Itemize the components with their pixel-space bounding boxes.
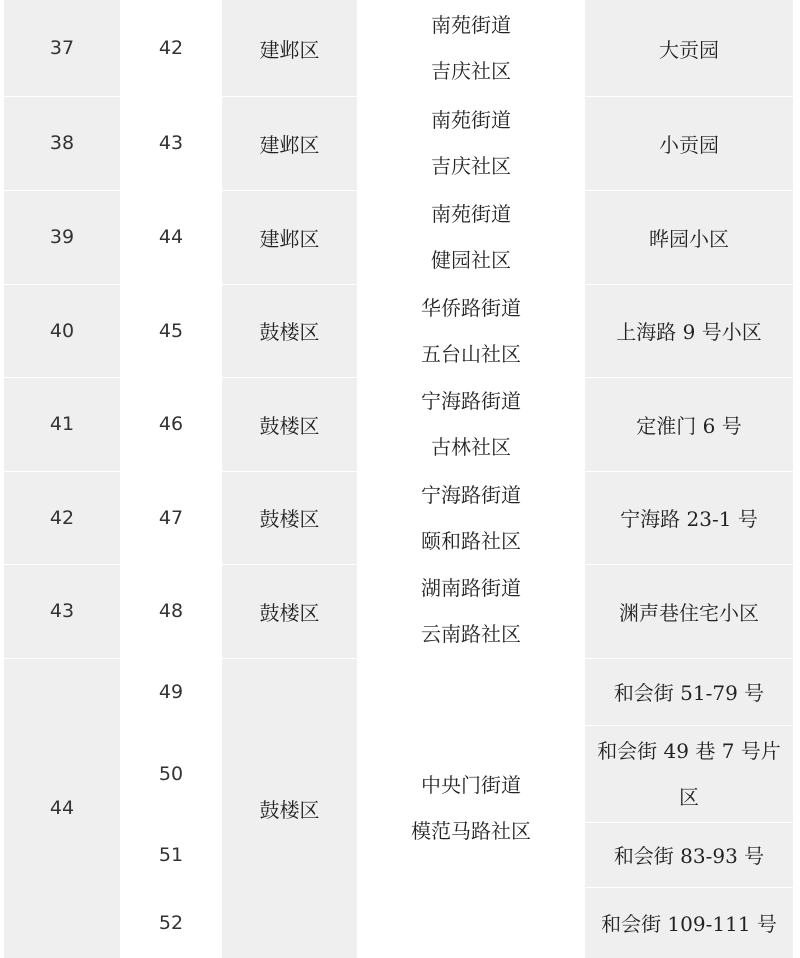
community-label: 古林社区 <box>431 435 511 459</box>
table-cell-district: 鼓楼区 <box>259 413 320 438</box>
community-label: 模范马路社区 <box>411 819 531 843</box>
table-cell-seq: 37 <box>49 37 75 59</box>
table-cell-no: 52 <box>158 911 184 934</box>
street-label: 南苑街道 <box>431 202 511 226</box>
table-cell-seq-merged: 44 <box>49 797 75 819</box>
community-label: 颐和路社区 <box>421 528 521 553</box>
street-label: 中央门街道 <box>421 773 521 797</box>
table-cell-no: 44 <box>158 226 184 248</box>
table-cell-location: 和会街 51-79 号 <box>613 681 765 705</box>
table-cell-seq: 43 <box>49 600 75 622</box>
community-label: 云南路社区 <box>421 622 521 646</box>
table-cell-seq: 40 <box>49 319 75 342</box>
table-cell-location: 和会街 109-111 号 <box>601 912 777 936</box>
table-cell-no: 50 <box>158 762 184 785</box>
table-cell-street-community <box>357 284 585 377</box>
table-cell-seq: 41 <box>49 413 75 435</box>
table-cell-district: 鼓楼区 <box>259 320 320 344</box>
table-cell-location: 晔园小区 <box>649 226 729 251</box>
table-cell-location: 上海路 9 号小区 <box>616 320 762 344</box>
table-cell-seq: 39 <box>49 226 75 248</box>
table-cell-location: 大贡园 <box>659 37 719 62</box>
community-label: 健园社区 <box>431 248 511 272</box>
table-cell-street-community <box>357 564 585 658</box>
table-cell-no: 45 <box>158 319 184 342</box>
table-cell-street-community <box>357 96 585 190</box>
table-cell-no: 47 <box>158 506 184 529</box>
table-cell-street-community-merged <box>357 658 585 958</box>
location-line-1: 和会街 49 巷 7 号片 <box>597 738 781 763</box>
table-cell-location: 定淮门 6 号 <box>636 413 742 438</box>
table-cell-street-community <box>357 0 585 96</box>
community-label: 五台山社区 <box>421 341 521 366</box>
table-cell-street-community <box>357 377 585 471</box>
street-label: 宁海路街道 <box>421 482 521 507</box>
table-cell-seq: 38 <box>49 132 75 154</box>
table-cell-no: 49 <box>158 680 184 703</box>
table-cell-no: 48 <box>158 600 184 622</box>
table-cell-district: 鼓楼区 <box>259 600 320 625</box>
community-label: 吉庆社区 <box>431 154 511 178</box>
table-cell-district: 建邺区 <box>259 37 320 62</box>
community-label: 吉庆社区 <box>431 59 511 83</box>
table-cell-no: 43 <box>158 132 184 154</box>
table-cell-district: 建邺区 <box>259 132 320 157</box>
table-cell-street-community <box>357 190 585 284</box>
table-cell-district: 鼓楼区 <box>259 507 320 531</box>
table-cell-district: 建邺区 <box>259 226 320 251</box>
street-label: 宁海路街道 <box>421 389 521 413</box>
table-cell-no: 51 <box>158 843 184 866</box>
table-cell-location: 渊声巷住宅小区 <box>619 600 759 625</box>
table-cell-location: 小贡园 <box>659 132 719 157</box>
street-label: 华侨路街道 <box>421 295 521 320</box>
table-cell-seq: 42 <box>49 506 75 529</box>
table-cell-location: 宁海路 23-1 号 <box>620 507 758 531</box>
table-cell-street-community <box>357 471 585 564</box>
street-label: 湖南路街道 <box>421 576 521 600</box>
street-label: 南苑街道 <box>431 13 511 37</box>
table-cell-no: 46 <box>158 413 184 435</box>
table-cell-district-merged: 鼓楼区 <box>259 797 320 822</box>
table-cell-location <box>585 725 793 822</box>
table-cell-no: 42 <box>158 37 184 59</box>
location-line-2: 区 <box>679 784 699 809</box>
street-label: 南苑街道 <box>431 108 511 132</box>
table-cell-location: 和会街 83-93 号 <box>613 844 765 868</box>
